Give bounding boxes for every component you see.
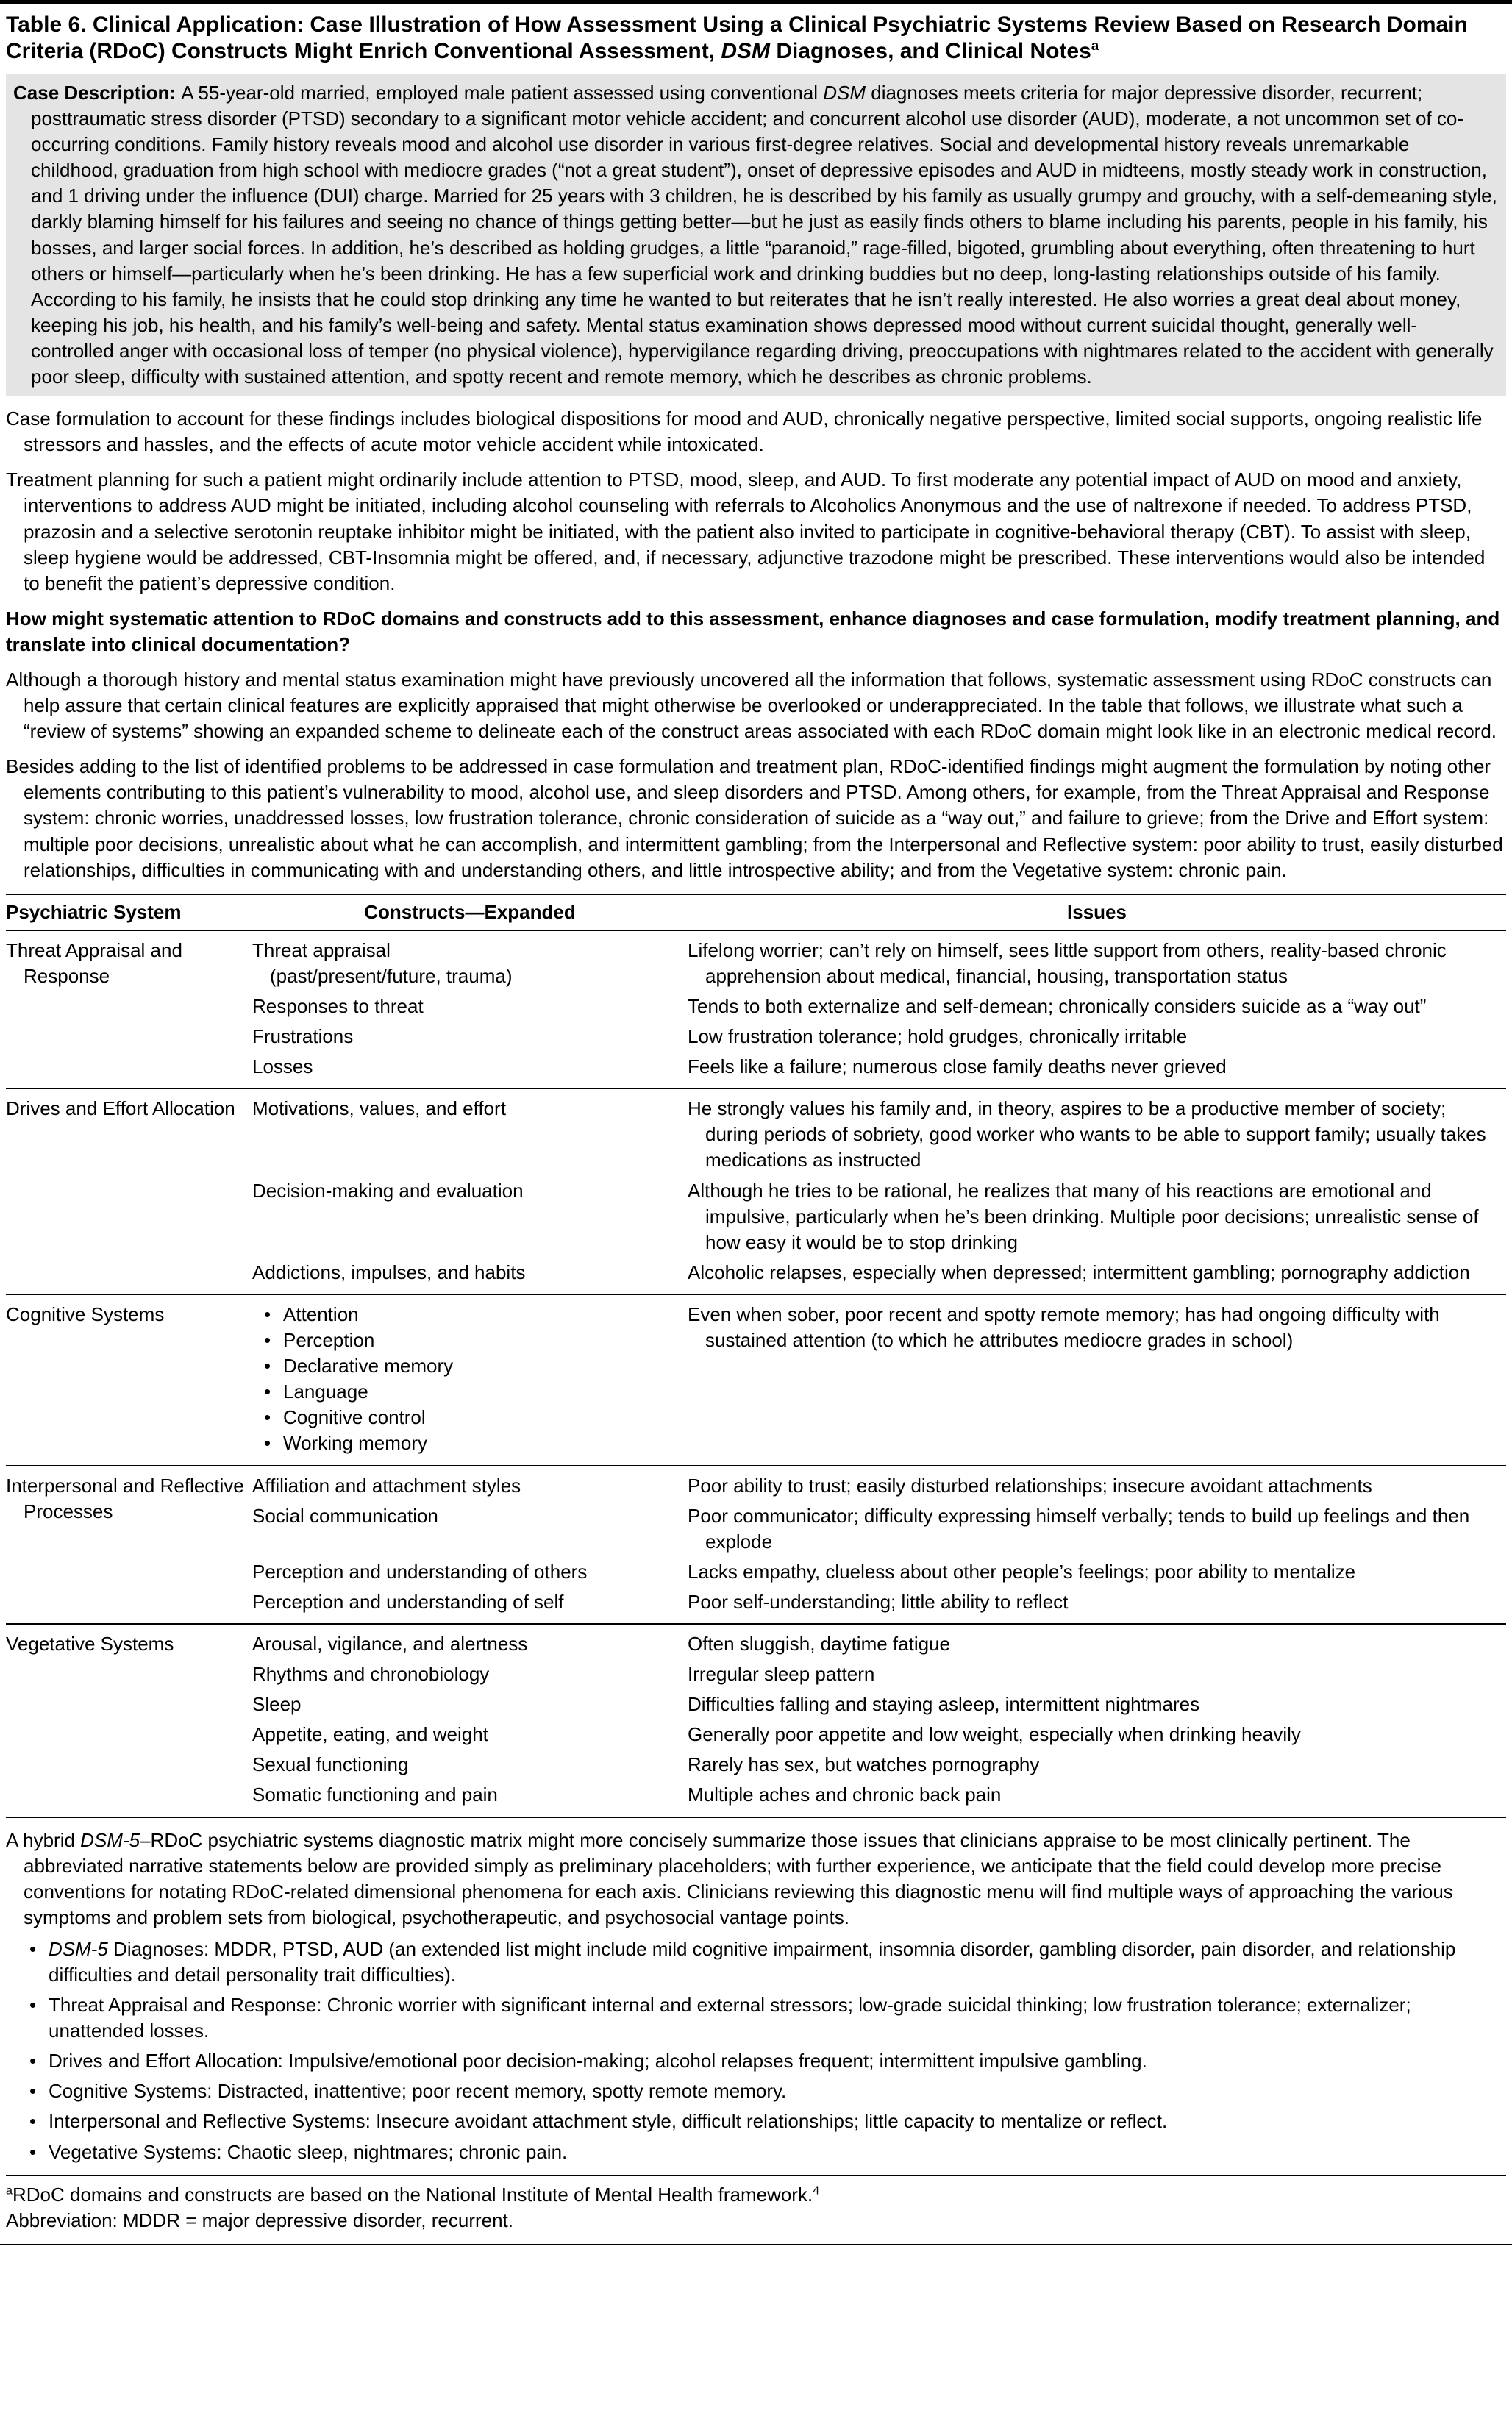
issue-text: Multiple aches and chronic back pain [688, 1783, 1002, 1806]
paragraph-besides: Besides adding to the list of identified problems to be addressed in case formulation and treatment plan, RDoC-identified findings might augment the formulation by noting other elements contributing to this patient’s vulnerability to mood, alcohol use, and sleep disorders and PTSD. Among others, for example, from the Threat Appraisal and Response system: chronic worries, unaddressed losses, low frustration tolerance, chronic consideration of suicide as a “way out,” and failure to grieve; from the Drive and Effort system: multiple poor decisions, unrealistic about what he can accomplish, and intermittent gambling; from the Interpersonal and Reflective system: poor ability to trust, easily disturbed relationships, difficulties in communicating with and understanding others, and little introspective ability; and from the Vegetative system: chronic pain. [6, 755, 1503, 881]
construct-sublabel: (past/present/future, trauma) [270, 964, 513, 987]
system-row-drives-and-effort-allocation [6, 1088, 1506, 1294]
construct-issue-row [252, 1260, 1506, 1286]
summary-bullet-dsm5-diagnoses: • DSM-5 Diagnoses: MDDR, PTSD, AUD (an extended list might include mild cognitive impairment, insomnia disorder, gambling disorder, pain disorder, and relationship difficulties and detail personality trait difficulties). [6, 1936, 1506, 1988]
system-name: Interpersonal and Reflective Processes [6, 1474, 244, 1522]
summary-bullet-drives-effort: • Drives and Effort Allocation: Impulsive/emotional poor decision-making; alcohol relapses frequent; intermittent impulsive gambling. [6, 2048, 1506, 2074]
construct-label: Responses to threat [252, 995, 424, 1017]
construct-label: Perception and understanding of others [252, 1560, 588, 1583]
construct-bullet-perception: • Perception [252, 1327, 674, 1353]
system-row-vegetative-systems [6, 1623, 1506, 1817]
construct-issue-row [252, 994, 1506, 1019]
construct-issue-row [252, 1302, 1506, 1457]
construct-issue-row [252, 1589, 1506, 1615]
issue-text: Poor communicator; difficulty expressing himself verbally; tends to build up feelings and then explode [688, 1504, 1470, 1553]
construct-issue-row [252, 1024, 1506, 1049]
construct-label: Motivations, values, and effort [252, 1097, 506, 1120]
construct-cell [252, 938, 688, 989]
construct-label: Arousal, vigilance, and alertness [252, 1632, 528, 1655]
table-header-row [6, 895, 1506, 931]
paragraph-treatment-planning: Treatment planning for such a patient might ordinarily include attention to PTSD, mood, sleep, and AUD. To first moderate any potential impact of AUD on mood and anxiety, interventions to address AUD might be initiated, including alcohol counseling with referrals to Alcoholics Anonymous and the use of naltrexone if needed. To address PTSD, prazosin and a selective serotonin reuptake inhibitor might be initiated, with the patient also invited to participate in cognitive-behavioral therapy (CBT). To assist with sleep, sleep hygiene would be addressed, CBT-Insomnia might be offered, and, if necessary, adjunctive trazodone might be prescribed. These interventions would also be intended to benefit the patient’s depressive condition. [6, 468, 1486, 594]
construct-label: Rhythms and chronobiology [252, 1663, 490, 1686]
system-row-cognitive-systems [6, 1294, 1506, 1465]
system-name: Vegetative Systems [6, 1632, 174, 1655]
system-name: Drives and Effort Allocation [6, 1097, 235, 1120]
column-header-constructs-expanded: Constructs—Expanded [364, 900, 576, 923]
issue-text: Irregular sleep pattern [688, 1663, 875, 1686]
construct-issue-row [252, 938, 1506, 989]
issue-text: Even when sober, poor recent and spotty remote memory; has had ongoing difficulty with sustained attention (to which he attributes mediocre grades in school) [688, 1302, 1440, 1352]
construct-label: Sexual functioning [252, 1753, 409, 1776]
construct-label: Social communication [252, 1504, 438, 1527]
column-header-issues: Issues [1067, 900, 1127, 923]
construct-issue-row [252, 1559, 1506, 1585]
issue-text: Although he tries to be rational, he realizes that many of his reactions are emotional and impulsive, particularly when he’s been drinking. Multiple poor decisions; unrealistic sense of how easy it would be to stop drinking [688, 1179, 1479, 1253]
issue-text: Rarely has sex, but watches pornography [688, 1753, 1040, 1776]
construct-issue-row [252, 1503, 1506, 1555]
system-row-threat-appraisal-and-response [6, 931, 1506, 1088]
issue-text: Difficulties falling and staying asleep, intermittent nightmares [688, 1693, 1200, 1716]
system-name: Cognitive Systems [6, 1302, 165, 1325]
construct-issue-row [252, 1692, 1506, 1717]
construct-label: Sleep [252, 1693, 302, 1716]
paragraph-although: Although a thorough history and mental status examination might have previously uncovered all the information that follows, systematic assessment using RDoC constructs can help assure that certain clinical features are explicitly appraised that might otherwise be overlooked or underappreciated. In the table that follows, we illustrate what such a “review of systems” showing an expanded scheme to delineate each of the construct areas associated with each RDoC domain might look like in an electronic medical record. [6, 668, 1497, 743]
construct-bullet-declarative-memory: • Declarative memory [252, 1353, 674, 1379]
issue-text: Feels like a failure; numerous close family deaths never grieved [688, 1055, 1227, 1078]
case-description-text: Case Description: A 55-year-old married, employed male patient assessed using conventional DSM diagnoses meets criteria for major depressive disorder, recurrent; posttraumatic stress disorder (PTSD) secondary to a significant motor vehicle accident; and concurrent alcohol use disorder (AUD), moderate, a not uncommon set of co-occurring conditions. Family history reveals mood and alcohol use disorder in various first-degree relatives. Social and developmental history reveals unremarkable childhood, graduation from high school with mediocre grades (“not a great student”), onset of depressive episodes and AUD in midteens, mostly steady work in construction, and 1 driving under the influence (DUI) charge. Married for 25 years with 3 children, he is described by his family as usually grumpy and grouchy, with a self-demeaning style, darkly blaming himself for his failures and seeing no chance of things getting better—but he just as easily finds others to blame including his parents, people in his family, his bosses, and larger social forces. In addition, he’s described as holding grudges, a little “paranoid,” rage-filled, bigoted, grumbling about everything, often threatening to hurt others or himself—particularly when he’s been drinking. He has a few superficial work and drinking buddies but no deep, long-lasting relationships outside of his family. According to his family, he insists that he could stop drinking any time he wanted to but reiterates that he isn’t really interested. He also worries a great deal about money, keeping his job, his health, and his family’s well-being and safety. Mental status examination shows depressed mood without current suicidal thought, generally well-controlled anger with occasional loss of temper (no physical violence), hypervigilance regarding driving, preoccupations with nightmares related to the accident with generally poor sleep, difficulty with sustained attention, and spotty recent and remote memory, which he describes as chronic problems. [13, 82, 1497, 388]
system-entries [252, 938, 1506, 1080]
summary-bullet-cognitive: • Cognitive Systems: Distracted, inattentive; poor recent memory, spotty remote memory. [6, 2078, 1506, 2104]
footnote-abbreviation: Abbreviation: MDDR = major depressive disorder, recurrent. [6, 2209, 514, 2231]
construct-issue-row [252, 1752, 1506, 1778]
system-entries [252, 1473, 1506, 1615]
table-title: Table 6. Clinical Application: Case Illustration of How Assessment Using a Clinical Psychiatric Systems Review Based on Research Domain Criteria (RDoC) Constructs Might Enrich Conventional Assessment, DSM Diagnoses, and Clinical Notes$^a$ [6, 13, 1468, 63]
issue-text: He strongly values his family and, in theory, aspires to be a productive member of society; during periods of sobriety, good worker who wants to be able to support family; usually takes medications as instructed [688, 1097, 1486, 1172]
issue-text: Lifelong worrier; can’t rely on himself, sees little support from others, reality-based chronic apprehension about medical, financial, housing, transportation status [688, 938, 1447, 987]
construct-label: Losses [252, 1055, 313, 1078]
construct-issue-row [252, 1096, 1506, 1173]
system-entries [252, 1302, 1506, 1457]
issue-text: Often sluggish, daytime fatigue [688, 1632, 950, 1655]
paragraph-case-formulation: Case formulation to account for these findings includes biological dispositions for mood and AUD, chronically negative perspective, limited social supports, ongoing realistic life stressors and hassles, and the effects of acute motor vehicle accident while intoxicated. [6, 407, 1483, 456]
construct-bullet-attention: • Attention [252, 1302, 674, 1327]
summary-bullet-threat-appraisal: • Threat Appraisal and Response: Chronic worrier with significant internal and external stressors; low-grade suicidal thinking; low frustration tolerance; externalizer; unattended losses. [6, 1992, 1506, 2044]
construct-label: Frustrations [252, 1025, 354, 1048]
construct-issue-row [252, 1631, 1506, 1657]
construct-issue-row [252, 1473, 1506, 1499]
hybrid-summary-paragraph: A hybrid DSM-5–RDoC psychiatric systems diagnostic matrix might more concisely summarize those issues that clinicians appraise to be most clinically pertinent. The abbreviated narrative statements below are provided simply as preliminary placeholders; with further experience, we anticipate that the field could develop more precise conventions for notating RDoC-related dimensional phenomena for each axis. Clinicians reviewing this diagnostic menu will find multiple ways of approaching the various symptoms and problem sets from biological, psychotherapeutic, and psychosocial vantage points. [6, 1828, 1453, 1928]
case-description-box [6, 74, 1506, 396]
system-name: Threat Appraisal and Response [6, 938, 182, 987]
column-header-psychiatric-system: Psychiatric System [6, 900, 182, 923]
construct-bullet-list [252, 1302, 674, 1457]
construct-label: Addictions, impulses, and habits [252, 1261, 526, 1283]
issue-text: Low frustration tolerance; hold grudges, chronically irritable [688, 1025, 1188, 1048]
psychiatric-systems-table [6, 894, 1506, 1818]
construct-issue-row [252, 1178, 1506, 1255]
summary-bullet-vegetative: • Vegetative Systems: Chaotic sleep, nightmares; chronic pain. [6, 2139, 1506, 2165]
construct-label: Somatic functioning and pain [252, 1783, 498, 1806]
construct-issue-row [252, 1722, 1506, 1747]
construct-label: Affiliation and attachment styles [252, 1474, 521, 1497]
system-row-interpersonal-and-reflective-processes [6, 1465, 1506, 1623]
construct-issue-row [252, 1782, 1506, 1808]
construct-bullet-working-memory: • Working memory [252, 1430, 674, 1456]
issue-text: Tends to both externalize and self-demean; chronically considers suicide as a “way out” [688, 995, 1427, 1017]
issue-text: Generally poor appetite and low weight, especially when drinking heavily [688, 1723, 1301, 1746]
construct-label: Appetite, eating, and weight [252, 1723, 488, 1746]
system-entries [252, 1096, 1506, 1286]
construct-issue-row [252, 1054, 1506, 1080]
construct-label: Threat appraisal [252, 938, 391, 961]
summary-bullet-interpersonal: • Interpersonal and Reflective Systems: Insecure avoidant attachment style, difficult relationships; little capacity to mentalize or reflect. [6, 2109, 1506, 2134]
construct-label: Perception and understanding of self [252, 1590, 564, 1613]
construct-label: Decision-making and evaluation [252, 1179, 524, 1202]
issue-text: Alcoholic relapses, especially when depressed; intermittent gambling; pornography addiction [688, 1261, 1470, 1283]
construct-cell [252, 1302, 688, 1457]
summary-bullet-list [6, 1936, 1506, 2165]
construct-bullet-cognitive-control: • Cognitive control [252, 1405, 674, 1430]
issue-text: Poor self-understanding; little ability to reflect [688, 1590, 1069, 1613]
paragraph-rdoc-question: How might systematic attention to RDoC domains and constructs add to this assessment, enhance diagnoses and case formulation, modify treatment planning, and translate into clinical documentation? [6, 607, 1500, 655]
issue-text: Lacks empathy, clueless about other people’s feelings; poor ability to mentalize [688, 1560, 1356, 1583]
construct-issue-row [252, 1661, 1506, 1687]
construct-bullet-language: • Language [252, 1379, 674, 1405]
system-entries [252, 1631, 1506, 1808]
issue-text: Poor ability to trust; easily disturbed relationships; insecure avoidant attachments [688, 1474, 1372, 1497]
footnote-rdoc-framework: $^a$RDoC domains and constructs are based on the National Institute of Mental Health framework.$^4$ [6, 2183, 820, 2206]
footnotes [6, 2175, 1506, 2237]
